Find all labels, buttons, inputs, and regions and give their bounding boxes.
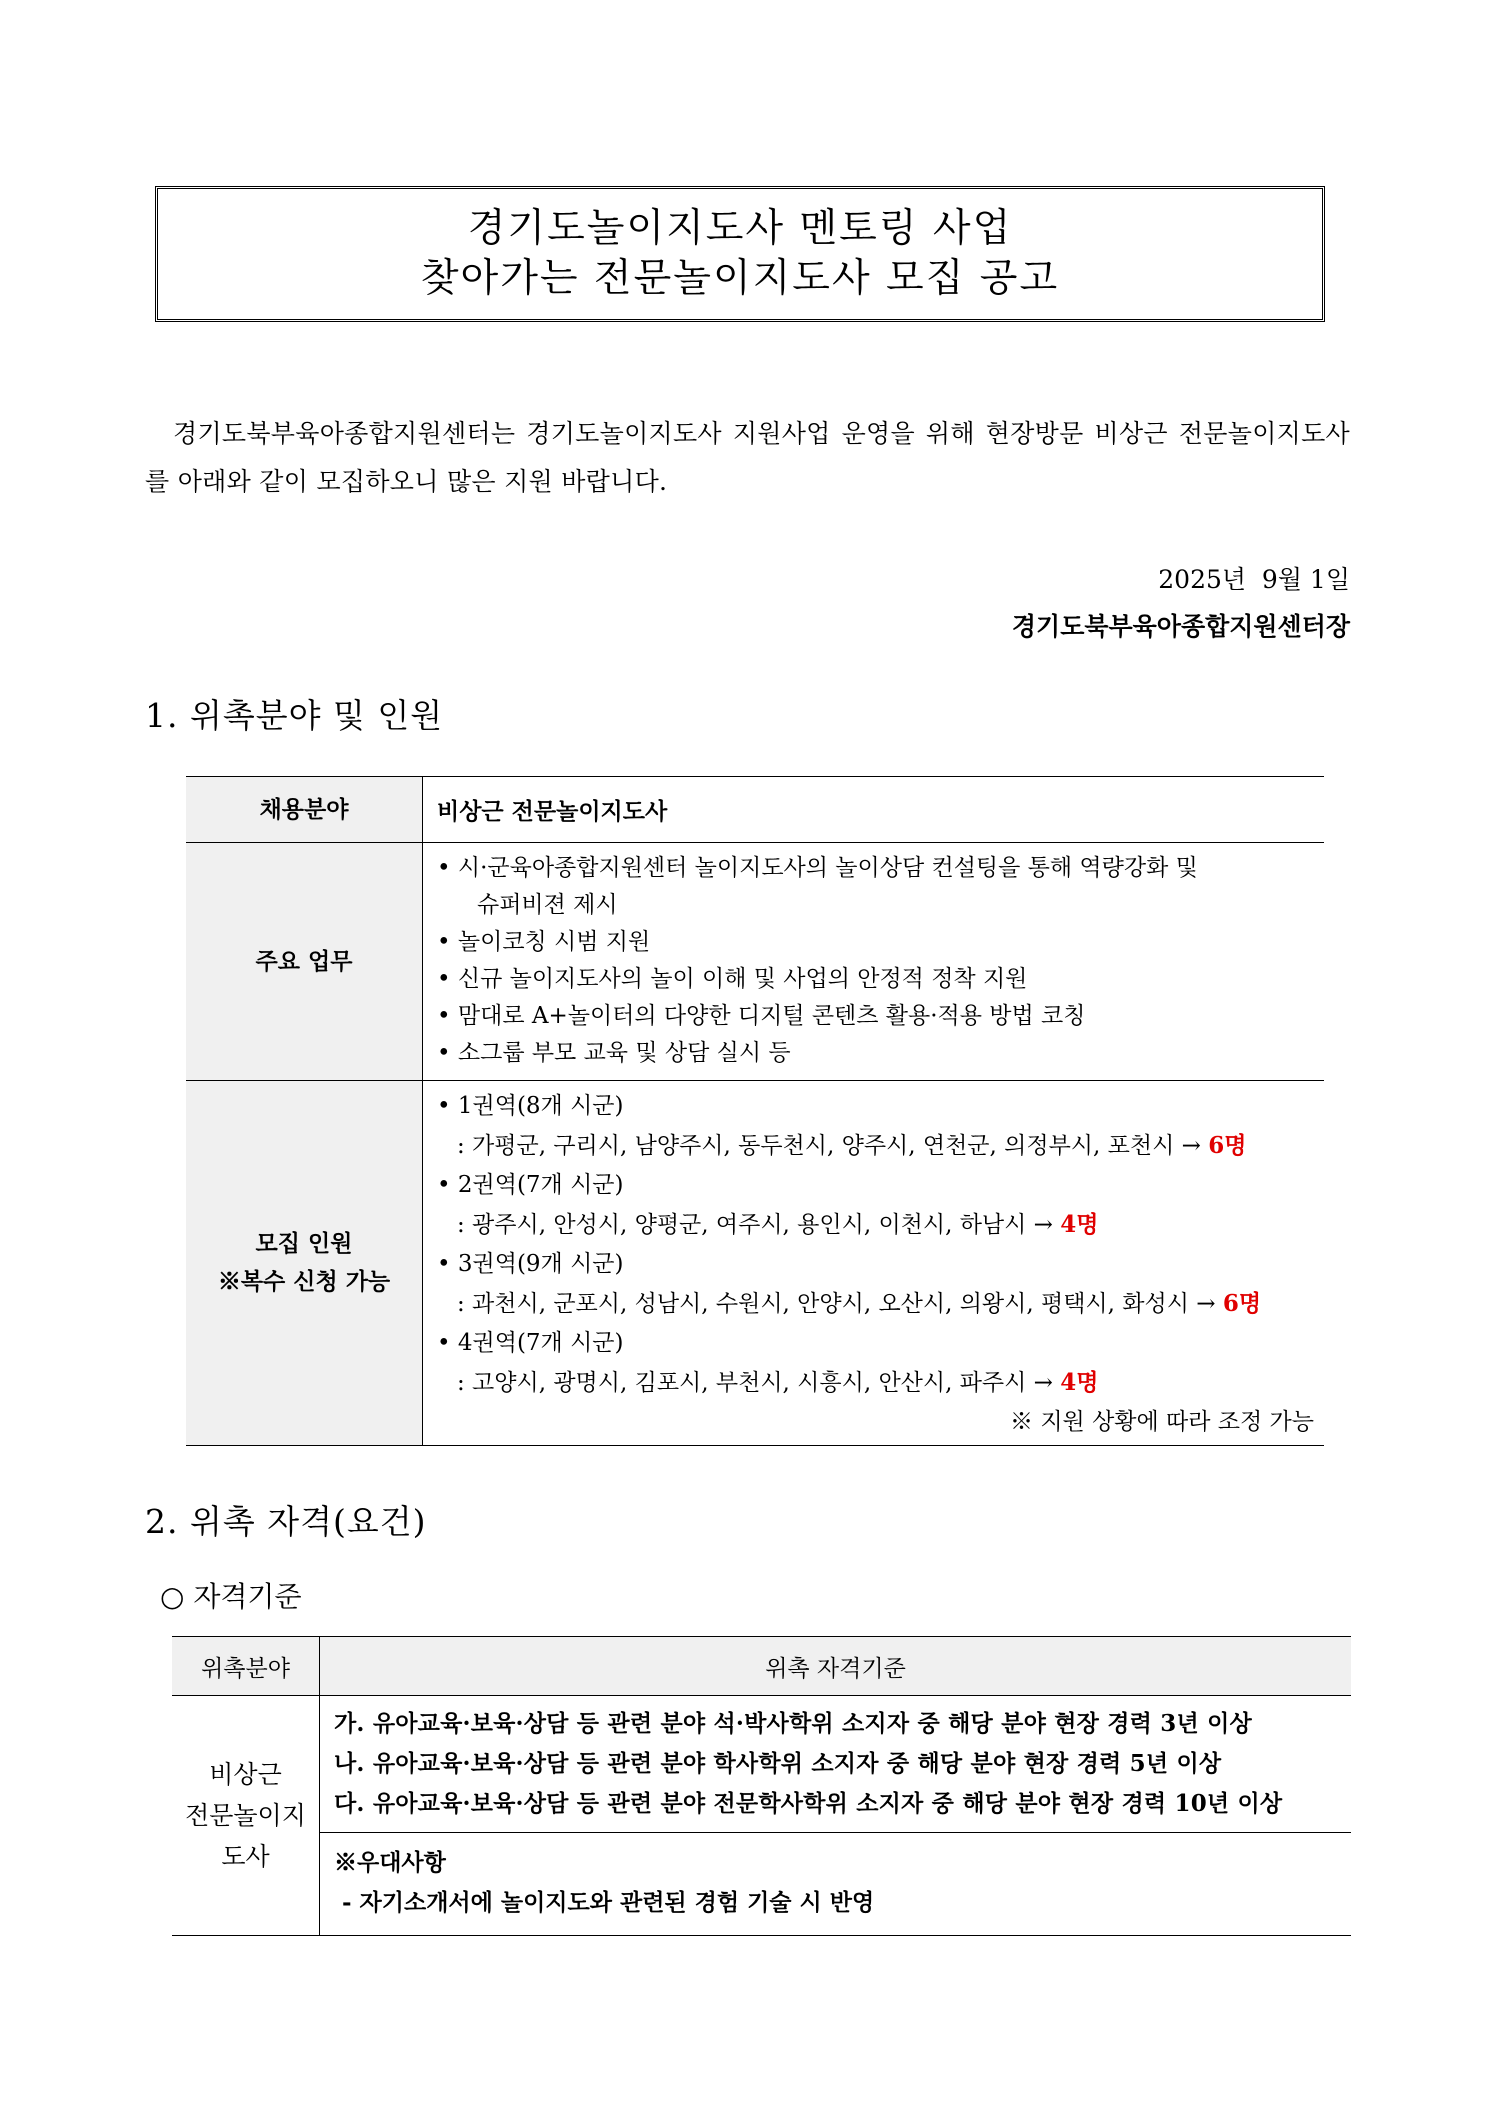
- region-count: 4명: [1060, 1211, 1099, 1238]
- duty-item: • 소그룹 부모 교육 및 상담 실시 등: [437, 1040, 791, 1066]
- director-signature: 경기도북부육아종합지원센터장: [1011, 612, 1350, 641]
- qual-header-row: [172, 1637, 1351, 1696]
- intro-paragraph: 경기도북부육아종합지원센터는 경기도놀이지도사 지원사업 운영을 위해 현장방문 비상근 전문놀이지도사를 아래와 같이 모집하오니 많은 지원 바랍니다.: [145, 419, 1350, 496]
- qual-item: 다. 유아교육·보육·상담 등 관련 분야 전문학사학위 소지자 중 해당 분야 현장 경력 10년 이상: [334, 1790, 1283, 1817]
- region-cities: : 과천시, 군포시, 성남시, 수원시, 안양시, 오산시, 의왕시, 평택시, 화성시 → 6명: [457, 1290, 1262, 1317]
- title-box: [155, 186, 1325, 322]
- recruit-row: [186, 1081, 1324, 1446]
- field-value: 비상근 전문놀이지도사: [437, 798, 668, 825]
- duties-list: [423, 843, 1325, 1081]
- duty-item: • 맘대로 A+놀이터의 다양한 디지털 콘텐츠 활용·적용 방법 코칭: [437, 1003, 1086, 1029]
- col-header-criteria: 위촉 자격기준: [320, 1637, 1352, 1696]
- recruitment-table: [186, 776, 1324, 1446]
- section-1-heading: 1. 위촉분야 및 인원: [145, 696, 444, 735]
- regions-list: [423, 1081, 1325, 1446]
- qual-row-label: 비상근 전문놀이지 도사: [172, 1696, 320, 1936]
- qualification-table: [172, 1636, 1351, 1936]
- duty-item: • 놀이코칭 시범 지원: [437, 929, 651, 955]
- region-name: • 1권역(8개 시군): [437, 1093, 624, 1119]
- recruit-label-cell: [186, 1081, 423, 1446]
- region-name: • 4권역(7개 시군): [437, 1330, 624, 1356]
- pref-row: [172, 1833, 1351, 1936]
- field-row: [186, 777, 1324, 843]
- adjust-note: ※ 지원 상황에 따라 조정 가능: [1010, 1409, 1314, 1435]
- notice-date: 2025년 9월 1일: [1158, 565, 1350, 594]
- qualification-subheading: ○ 자격기준: [160, 1580, 302, 1613]
- preference-title: ※우대사항: [334, 1849, 446, 1876]
- region-cities: : 고양시, 광명시, 김포시, 부천시, 시흥시, 안산시, 파주시 → 4명: [457, 1369, 1099, 1396]
- qual-criteria-list: [320, 1696, 1352, 1833]
- region-count: 4명: [1060, 1369, 1099, 1396]
- field-label: 채용분야: [186, 777, 423, 843]
- title-line-1: 경기도놀이지도사 멘토링 사업: [467, 206, 1013, 251]
- qual-item: 나. 유아교육·보육·상담 등 관련 분야 학사학위 소지자 중 해당 분야 현장 경력 5년 이상: [334, 1750, 1222, 1777]
- preference-item: - 자기소개서에 놀이지도와 관련된 경험 기술 시 반영: [334, 1889, 875, 1916]
- col-header-field: 위촉분야: [172, 1637, 320, 1696]
- region-name: • 3권역(9개 시군): [437, 1251, 624, 1277]
- region-cities: : 가평군, 구리시, 남양주시, 동두천시, 양주시, 연천군, 의정부시, 포천시 → 6명: [457, 1132, 1247, 1159]
- preference-cell: [320, 1833, 1352, 1936]
- duties-row: [186, 843, 1324, 1081]
- duty-item: • 시·군육아종합지원센터 놀이지도사의 놀이상담 컨설팅을 통해 역량강화 및 슈퍼비젼 제시: [437, 855, 1198, 918]
- region-cities: : 광주시, 안성시, 양평군, 여주시, 용인시, 이천시, 하남시 → 4명: [457, 1211, 1099, 1238]
- section-2-heading: 2. 위촉 자격(요건): [145, 1502, 427, 1541]
- recruit-label: 모집 인원: [255, 1230, 353, 1257]
- region-name: • 2권역(7개 시군): [437, 1172, 624, 1198]
- duty-item: • 신규 놀이지도사의 놀이 이해 및 사업의 안정적 정착 지원: [437, 966, 1028, 992]
- title-line-2: 찾아가는 전문놀이지도사 모집 공고: [420, 256, 1060, 301]
- duties-label: 주요 업무: [186, 843, 423, 1081]
- recruit-note: ※복수 신청 가능: [217, 1268, 391, 1295]
- qual-item: 가. 유아교육·보육·상담 등 관련 분야 석·박사학위 소지자 중 해당 분야 현장 경력 3년 이상: [334, 1710, 1252, 1737]
- qual-row: [172, 1696, 1351, 1833]
- region-count: 6명: [1208, 1132, 1247, 1159]
- region-count: 6명: [1222, 1290, 1262, 1317]
